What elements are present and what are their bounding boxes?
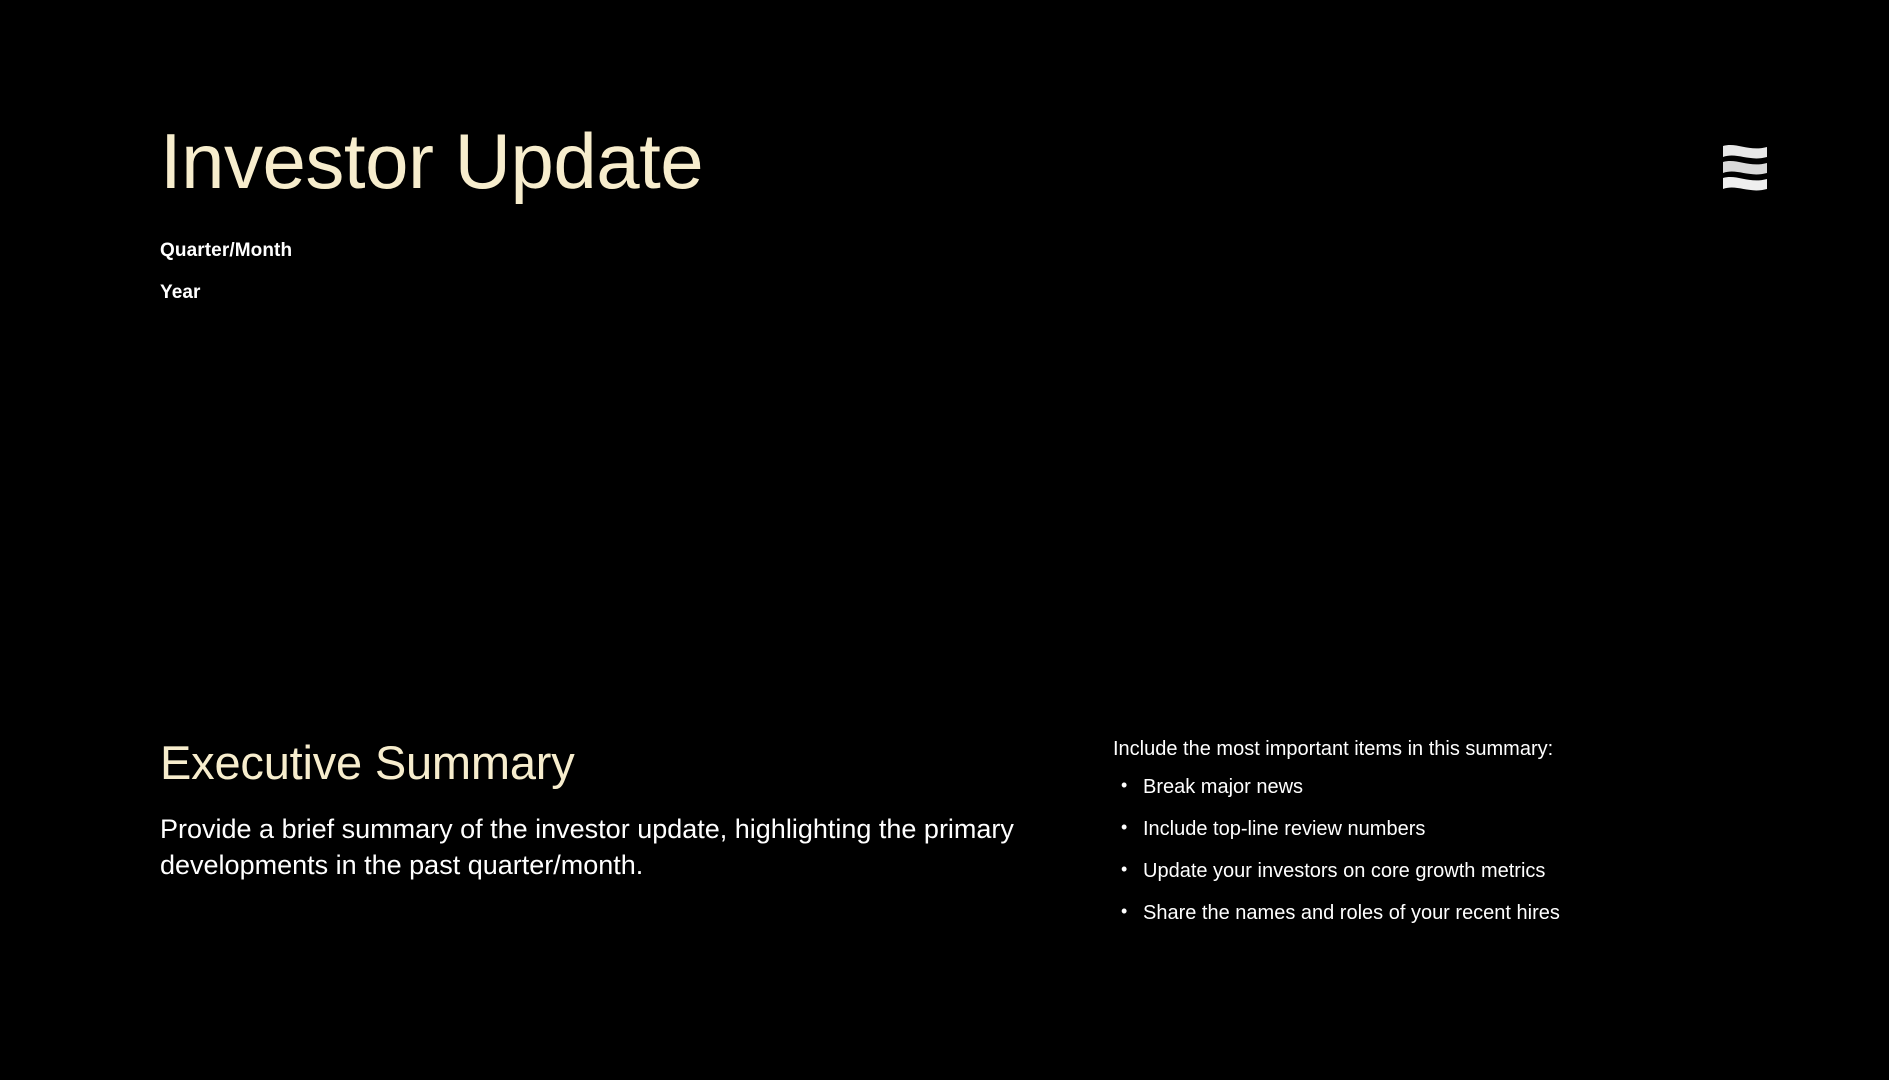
notes-intro-text: Include the most important items in this summary: [1113,738,1554,760]
list-item: • Break major news [1113,777,1813,797]
subtitle-quarter-month: Quarter/Month [160,240,293,261]
page-title: Investor Update [160,117,704,205]
list-item: • Update your investors on core growth metrics [1113,861,1813,881]
notes-list [1113,777,1813,923]
executive-summary-paragraph: Provide a brief summary of the investor update, highlighting the primary developments in the past quarter/month. [160,814,1014,880]
summary-notes-block [1113,738,1813,945]
executive-summary-block [160,735,1040,884]
subtitle-year: Year [160,282,201,303]
title-block [160,117,1260,304]
list-item: • Include top-line review numbers [1113,819,1813,839]
company-logo-icon [1719,140,1771,196]
executive-summary-heading: Executive Summary [160,736,575,789]
list-item: • Share the names and roles of your recent hires [1113,903,1813,923]
